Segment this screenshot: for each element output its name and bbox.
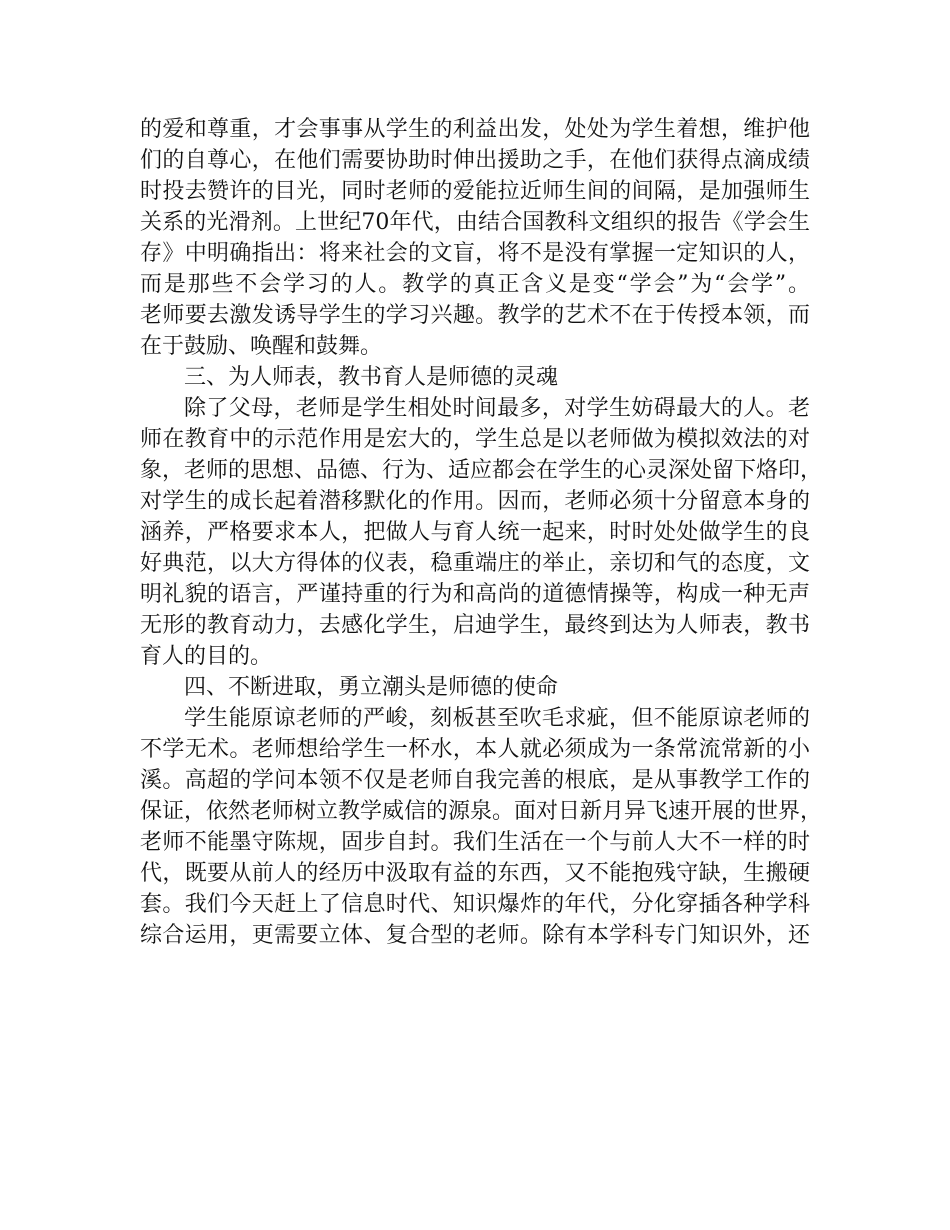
text-line: 综合运用，更需要立体、复合型的老师。除有本学科专门知识外，还 (140, 923, 810, 948)
text-line: 明礼貌的语言，严谨持重的行为和高尚的道德情操等，构成一种无声 (140, 582, 810, 607)
text-line: 师在教育中的示范作用是宏大的，学生总是以老师做为模拟效法的对 (140, 427, 810, 452)
text-line: 除了父母，老师是学生相处时间最多，对学生妨碍最大的人。老 (184, 396, 810, 421)
paragraph-teacher-love (140, 114, 810, 362)
text-line: 学生能原谅老师的严峻，刻板甚至吹毛求疵，但不能原谅老师的 (184, 706, 810, 731)
paragraph-continuous-learning (140, 703, 823, 951)
text-line: 溪。高超的学问本领不仅是老师自我完善的根底，是从事教学工作的 (140, 768, 810, 793)
text-line: 育人的目的。 (140, 644, 273, 669)
section-heading-4: 四、不断进取，勇立潮头是师德的使命 (184, 675, 559, 700)
text-line: 好典范，以大方得体的仪表，稳重端庄的举止，亲切和气的态度，文 (140, 551, 810, 576)
text-line: 在于鼓励、唤醒和鼓舞。 (140, 334, 383, 359)
text-line: 不学无术。老师想给学生一杯水，本人就必须成为一条常流常新的小 (140, 737, 810, 762)
text-line: 的爱和尊重，才会事事从学生的利益出发，处处为学生着想，维护他 (140, 117, 810, 142)
paragraph-role-model (140, 393, 823, 672)
text-line: 老师要去激发诱导学生的学习兴趣。教学的艺术不在于传授本领，而 (140, 303, 810, 328)
text-line: 象，老师的思想、品德、行为、适应都会在学生的心灵深处留下烙印， (140, 458, 823, 483)
text-line: 保证，依然老师树立教学威信的源泉。面对日新月异飞速开展的世界， (140, 799, 823, 824)
text-line: 存》中明确指出：将来社会的文盲，将不是没有掌握一定知识的人， (140, 241, 810, 266)
document-page (140, 114, 823, 951)
section-heading-3: 三、为人师表，教书育人是师德的灵魂 (184, 365, 559, 390)
text-line: 而是那些不会学习的人。教学的真正含义是变“学会”为“会学”。 (140, 272, 810, 297)
text-line: 无形的教育动力，去感化学生，启迪学生，最终到达为人师表，教书 (140, 613, 810, 638)
text-line: 涵养，严格要求本人，把做人与育人统一起来，时时处处做学生的良 (140, 520, 810, 545)
text-line: 对学生的成长起着潜移默化的作用。因而，老师必须十分留意本身的 (140, 489, 810, 514)
text-line: 老师不能墨守陈规，固步自封。我们生活在一个与前人大不一样的时 (140, 830, 810, 855)
text-line: 代，既要从前人的经历中汲取有益的东西，又不能抱残守缺，生搬硬 (140, 861, 810, 886)
text-line: 关系的光滑剂。上世纪70年代，由结合国教科文组织的报告《学会生 (140, 210, 810, 235)
text-line: 时投去赞许的目光，同时老师的爱能拉近师生间的间隔，是加强师生 (140, 179, 810, 204)
text-line: 们的自尊心，在他们需要协助时伸出援助之手，在他们获得点滴成绩 (140, 148, 810, 173)
text-line: 套。我们今天赶上了信息时代、知识爆炸的年代，分化穿插各种学科 (140, 892, 810, 917)
